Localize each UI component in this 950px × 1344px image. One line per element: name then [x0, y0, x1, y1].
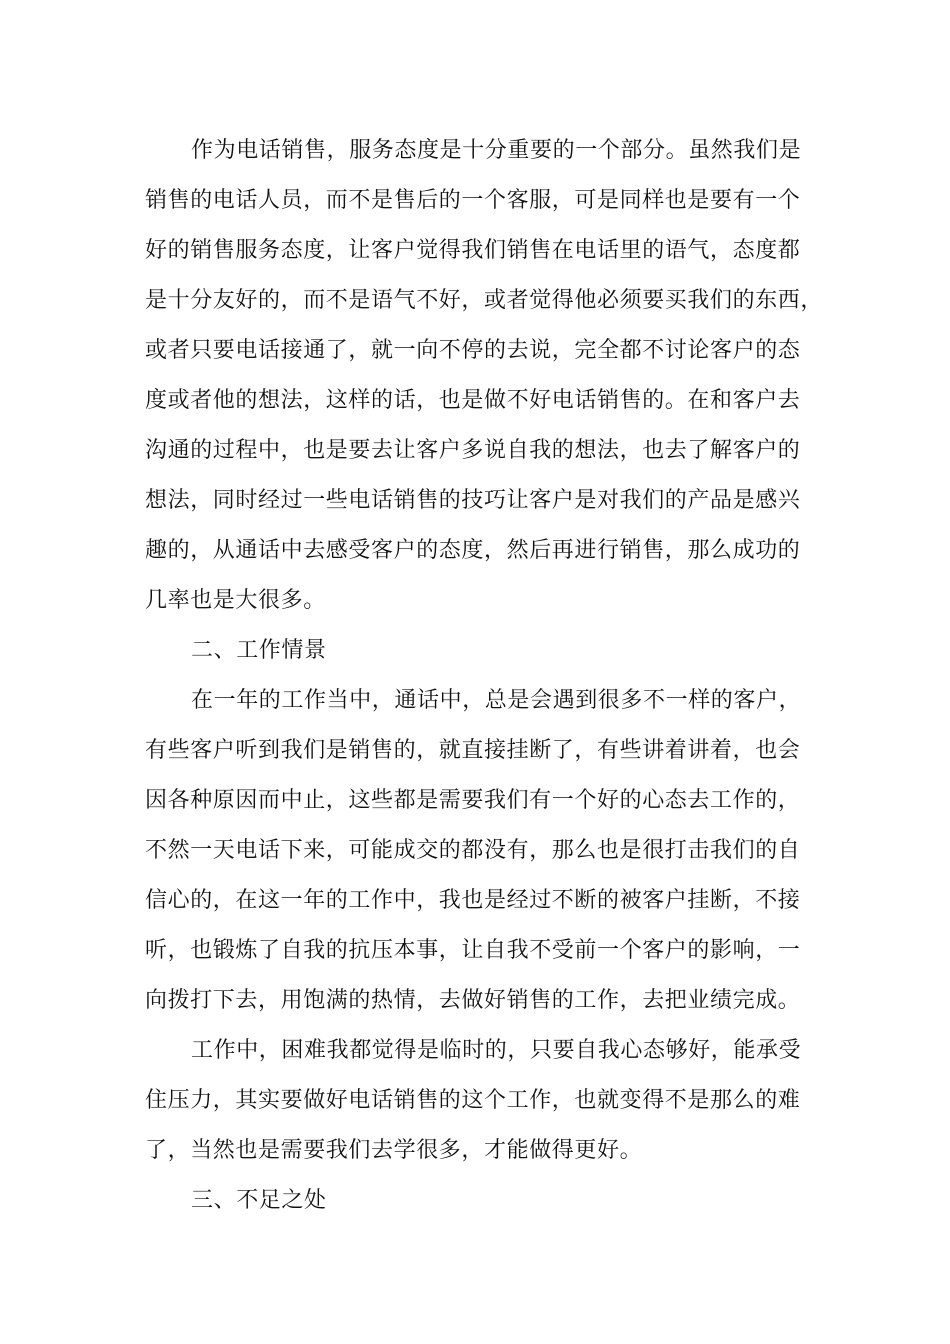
paragraph-line: 住压力，其实要做好电话销售的这个工作，也就变得不是那么的难: [145, 1088, 801, 1113]
paragraph-line: 或者只要电话接通了，就一向不停的去说，完全都不讨论客户的态: [145, 338, 801, 363]
paragraph-line: 有些客户听到我们是销售的，就直接挂断了，有些讲着讲着，也会: [145, 738, 801, 763]
paragraph-line: 听，也锻炼了自我的抗压本事，让自我不受前一个客户的影响，一: [145, 938, 801, 963]
paragraph-line: 几率也是大很多。: [145, 588, 326, 613]
paragraph-line: 好的销售服务态度，让客户觉得我们销售在电话里的语气，态度都: [145, 238, 801, 263]
paragraph-line: 趣的，从通话中去感受客户的态度，然后再进行销售，那么成功的: [145, 538, 801, 563]
paragraph-line: 是十分友好的，而不是语气不好，或者觉得他必须要买我们的东西，: [145, 288, 824, 313]
paragraph-line: 信心的，在这一年的工作中，我也是经过不断的被客户挂断，不接: [145, 888, 801, 913]
paragraph-line: 想法，同时经过一些电话销售的技巧让客户是对我们的产品是感兴: [145, 488, 801, 513]
paragraph-line: 作为电话销售，服务态度是十分重要的一个部分。虽然我们是: [191, 138, 802, 163]
paragraph-line: 了，当然也是需要我们去学很多，才能做得更好。: [145, 1138, 643, 1163]
paragraph-line: 度或者他的想法，这样的话，也是做不好电话销售的。在和客户去: [145, 388, 801, 413]
paragraph-line: 不然一天电话下来，可能成交的都没有，那么也是很打击我们的自: [145, 838, 801, 863]
paragraph-line: 沟通的过程中，也是要去让客户多说自我的想法，也去了解客户的: [145, 438, 801, 463]
section-heading: 三、不足之处: [191, 1188, 327, 1213]
section-heading: 二、工作情景: [191, 638, 327, 663]
paragraph-line: 向拨打下去，用饱满的热情，去做好销售的工作，去把业绩完成。: [145, 988, 801, 1013]
paragraph-line: 因各种原因而中止，这些都是需要我们有一个好的心态去工作的，: [145, 788, 801, 813]
paragraph-line: 在一年的工作当中，通话中，总是会遇到很多不一样的客户，: [191, 688, 802, 713]
paragraph-line: 工作中，困难我都觉得是临时的，只要自我心态够好，能承受: [191, 1038, 802, 1063]
paragraph-line: 销售的电话人员，而不是售后的一个客服，可是同样也是要有一个: [145, 188, 801, 213]
